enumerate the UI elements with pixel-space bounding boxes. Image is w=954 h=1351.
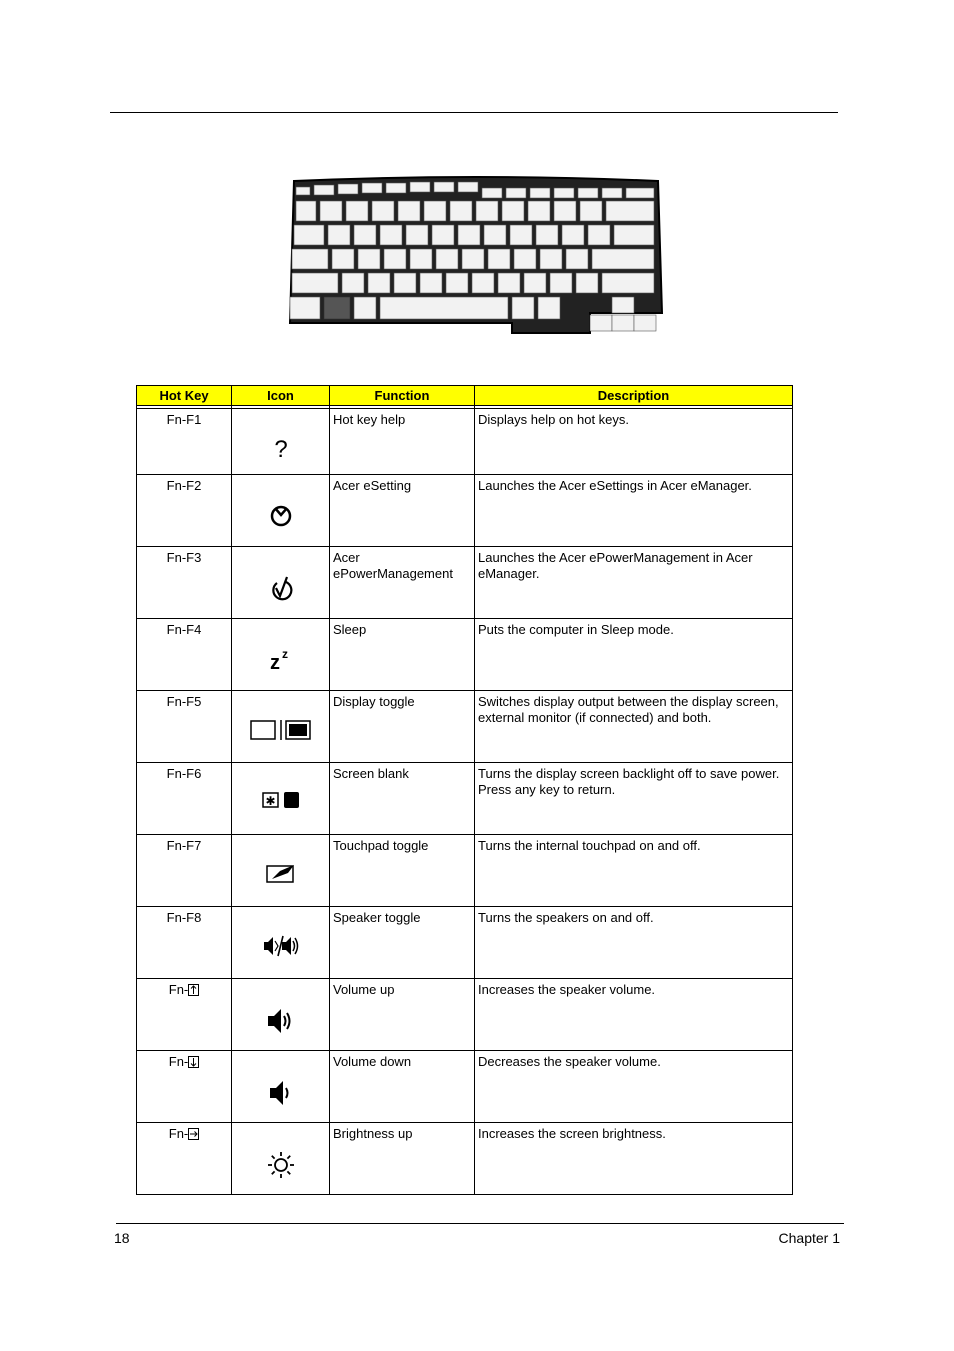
function-cell: Acer ePowerManagement xyxy=(330,547,475,619)
hot-key-cell xyxy=(137,1123,232,1195)
function-cell: Display toggle xyxy=(330,691,475,763)
touchpad-toggle-icon xyxy=(266,863,296,883)
function-cell: Touchpad toggle xyxy=(330,835,475,907)
description-cell: Turns the display screen backlight off to save power. Press any key to return. xyxy=(475,763,793,835)
header-icon: Icon xyxy=(232,386,330,406)
function-cell: Brightness up xyxy=(330,1123,475,1195)
table-row xyxy=(137,475,793,547)
description-cell: Decreases the speaker volume. xyxy=(475,1051,793,1123)
icon-cell xyxy=(232,1123,330,1195)
hot-key-cell: Fn-F8 xyxy=(137,907,232,979)
hot-key-cell: Fn-F7 xyxy=(137,835,232,907)
description-cell: Switches display output between the display screen, external monitor (if connected) and both. xyxy=(475,691,793,763)
screen-blank-icon xyxy=(262,791,300,809)
icon-cell xyxy=(232,979,330,1051)
hot-key-cell: Fn-F3 xyxy=(137,547,232,619)
icon-cell xyxy=(232,619,330,691)
description-cell: Displays help on hot keys. xyxy=(475,409,793,475)
hot-key-cell: Fn-F6 xyxy=(137,763,232,835)
page-number: 18 xyxy=(114,1230,130,1246)
function-cell: Volume down xyxy=(330,1051,475,1123)
question-mark-icon xyxy=(271,437,291,463)
hot-key-cell xyxy=(137,1051,232,1123)
table-row xyxy=(137,691,793,763)
epowermanagement-icon xyxy=(269,575,293,601)
table-row xyxy=(137,547,793,619)
bottom-rule xyxy=(116,1223,844,1224)
function-cell: Hot key help xyxy=(330,409,475,475)
icon-cell xyxy=(232,1051,330,1123)
table-row xyxy=(137,763,793,835)
hot-key-cell: Fn-F2 xyxy=(137,475,232,547)
hot-key-text: Fn- xyxy=(168,982,189,997)
chapter-label: Chapter 1 xyxy=(778,1230,840,1246)
svg-text:?: ? xyxy=(273,437,288,463)
top-rule xyxy=(110,112,838,113)
description-cell: Increases the screen brightness. xyxy=(475,1123,793,1195)
sleep-icon xyxy=(269,647,293,671)
svg-text:z: z xyxy=(269,652,280,671)
speaker-toggle-icon xyxy=(263,935,299,957)
function-cell: Sleep xyxy=(330,619,475,691)
hot-key-cell: Fn-F5 xyxy=(137,691,232,763)
function-cell: Speaker toggle xyxy=(330,907,475,979)
icon-cell xyxy=(232,409,330,475)
description-cell: Launches the Acer eSettings in Acer eManager. xyxy=(475,475,793,547)
table-row xyxy=(137,1123,793,1195)
table-row xyxy=(137,835,793,907)
table-header-row xyxy=(137,386,793,406)
table-row xyxy=(137,907,793,979)
icon-cell xyxy=(232,907,330,979)
table-row xyxy=(137,619,793,691)
arrow-up-key-icon xyxy=(188,984,199,996)
description-cell: Turns the internal touchpad on and off. xyxy=(475,835,793,907)
display-toggle-icon xyxy=(250,719,312,741)
volume-down-icon xyxy=(267,1079,295,1107)
description-cell: Launches the Acer ePowerManagement in Acer eManager. xyxy=(475,547,793,619)
icon-cell xyxy=(232,835,330,907)
icon-cell xyxy=(232,547,330,619)
hot-key-cell: Fn-F1 xyxy=(137,409,232,475)
svg-text:✱: ✱ xyxy=(264,794,276,808)
header-function: Function xyxy=(330,386,475,406)
description-cell: Puts the computer in Sleep mode. xyxy=(475,619,793,691)
function-cell: Volume up xyxy=(330,979,475,1051)
volume-up-icon xyxy=(267,1007,295,1035)
description-cell: Increases the speaker volume. xyxy=(475,979,793,1051)
function-cell: Acer eSetting xyxy=(330,475,475,547)
description-cell: Turns the speakers on and off. xyxy=(475,907,793,979)
icon-cell xyxy=(232,691,330,763)
brightness-up-icon xyxy=(267,1151,295,1179)
hot-key-text: Fn- xyxy=(168,1054,189,1069)
arrow-down-key-icon xyxy=(188,1056,199,1068)
keyboard-illustration xyxy=(272,163,680,343)
table-row xyxy=(137,1051,793,1123)
hot-key-table xyxy=(136,385,793,1195)
hot-key-cell: Fn-F4 xyxy=(137,619,232,691)
header-description: Description xyxy=(475,386,793,406)
function-cell: Screen blank xyxy=(330,763,475,835)
header-hot-key: Hot Key xyxy=(137,386,232,406)
table-row xyxy=(137,979,793,1051)
table-row xyxy=(137,409,793,475)
svg-text:z: z xyxy=(281,647,288,661)
hot-key-text: Fn- xyxy=(168,1126,189,1141)
arrow-right-key-icon xyxy=(188,1128,199,1140)
icon-cell xyxy=(232,475,330,547)
esetting-icon xyxy=(269,503,293,527)
icon-cell xyxy=(232,763,330,835)
hot-key-cell xyxy=(137,979,232,1051)
